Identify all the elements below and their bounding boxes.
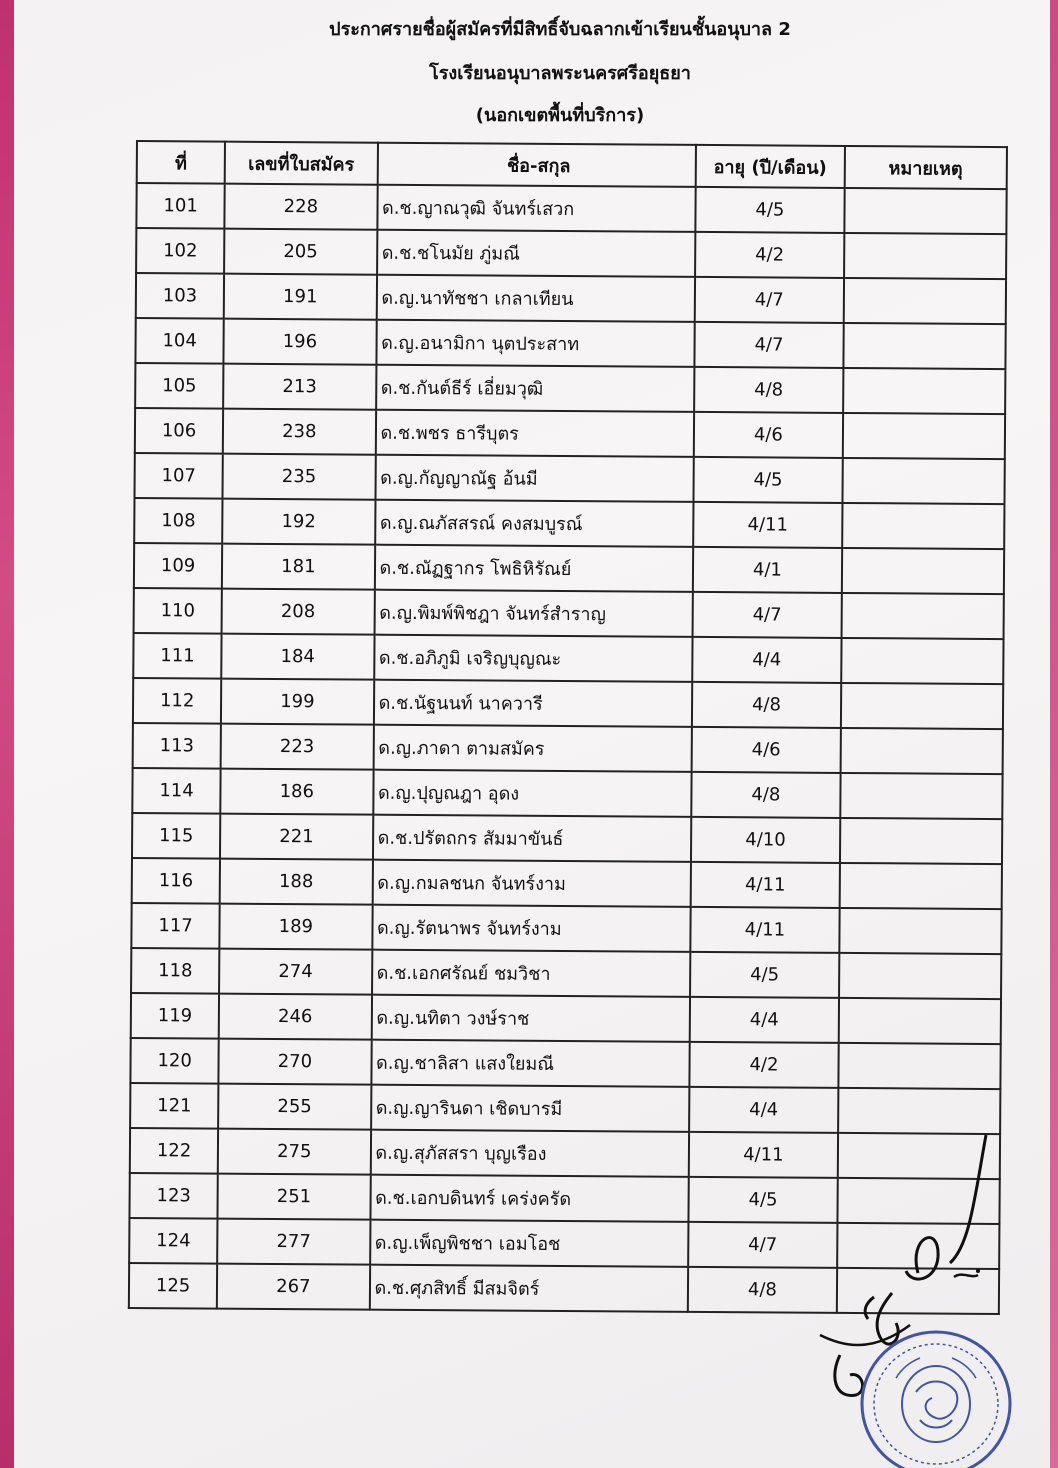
application-number: 270	[219, 1039, 372, 1085]
table-row	[132, 768, 1002, 819]
remarks-cell	[839, 953, 1002, 999]
remarks-cell	[840, 728, 1003, 774]
row-number: 102	[136, 228, 224, 274]
applicant-name: ด.ช.นัฐนนท์ นาควารี	[373, 680, 692, 727]
application-number: 238	[223, 409, 376, 455]
applicant-age: 4/6	[692, 727, 841, 773]
remarks-cell	[839, 863, 1002, 909]
applicant-name: ด.ญ.เพ็ญพิชชา เอมโอช	[370, 1220, 689, 1267]
remarks-cell	[842, 458, 1005, 504]
table-header-row	[137, 141, 1007, 189]
row-number: 114	[132, 768, 220, 814]
application-number: 186	[220, 769, 373, 815]
row-number: 120	[130, 1038, 218, 1084]
row-number: 108	[134, 498, 222, 544]
remarks-cell	[844, 233, 1007, 279]
zone-subtitle: (นอกเขตพื้นที่บริการ)	[475, 105, 645, 126]
background-edge-left	[0, 0, 14, 1468]
application-number: 213	[223, 364, 376, 410]
row-number: 115	[132, 813, 220, 859]
school-seal	[836, 1318, 1016, 1468]
applicant-age: 4/11	[691, 907, 840, 953]
applicant-name: ด.ญ.นทิตา วงษ์ราช	[371, 995, 690, 1042]
application-number: 223	[221, 724, 374, 770]
applicant-name: ด.ช.ณัฏฐากร โพธิหิรัณย์	[374, 545, 693, 592]
row-number: 107	[135, 453, 223, 499]
row-number: 109	[134, 543, 222, 589]
header-age: อายุ (ปี/เดือน)	[696, 145, 845, 188]
table-row	[136, 183, 1006, 234]
applicant-age: 4/7	[693, 592, 842, 638]
application-number: 189	[220, 904, 373, 950]
application-number: 192	[222, 499, 375, 545]
applicant-name: ด.ญ.กัญญาณัฐ อ้นมี	[375, 455, 694, 502]
background-edge-right	[1050, 0, 1058, 1468]
header-number: ที่	[137, 141, 225, 184]
applicant-age: 4/5	[690, 952, 839, 998]
row-number: 118	[131, 948, 219, 994]
table-row	[135, 408, 1005, 459]
applicant-age: 4/11	[689, 1132, 838, 1178]
remarks-cell	[843, 278, 1006, 324]
table-row	[131, 993, 1001, 1044]
remarks-cell	[838, 1043, 1001, 1089]
applicant-name: ด.ญ.ภาดา ตามสมัคร	[373, 725, 692, 772]
applicant-age: 4/7	[695, 277, 844, 323]
row-number: 112	[133, 678, 221, 724]
table-row	[134, 588, 1004, 639]
header-application-number: เลขที่ใบสมัคร	[225, 142, 378, 185]
application-number: 251	[218, 1174, 371, 1220]
school-name: โรงเรียนอนุบาลพระนครศรีอยุธยา	[429, 63, 691, 84]
applicant-name: ด.ช.ปรัตถกร สัมมาขันธ์	[373, 815, 692, 862]
applicant-name: ด.ช.ชโนมัย ภู่มณี	[377, 230, 696, 277]
application-number: 221	[220, 814, 373, 860]
row-number: 113	[133, 723, 221, 769]
remarks-cell	[840, 818, 1003, 864]
row-number: 124	[129, 1218, 217, 1264]
remarks-cell	[839, 908, 1002, 954]
table-row	[133, 678, 1003, 729]
table-row	[130, 1038, 1000, 1089]
row-number: 117	[131, 903, 219, 949]
row-number: 122	[130, 1128, 218, 1174]
application-number: 235	[223, 454, 376, 500]
applicant-name: ด.ช.ญาณวุฒิ จันทร์เสวก	[377, 185, 696, 232]
applicant-name: ด.ช.กันต์ธีร์ เอี่ยมวุฒิ	[376, 365, 695, 412]
application-number: 274	[219, 949, 372, 995]
remarks-cell	[841, 638, 1004, 684]
applicant-age: 4/8	[692, 772, 841, 818]
table-row	[131, 903, 1001, 954]
remarks-cell	[842, 413, 1005, 459]
applicant-age: 4/8	[692, 682, 841, 728]
applicant-age: 4/8	[694, 367, 843, 413]
application-number: 184	[221, 634, 374, 680]
applicant-age: 4/4	[689, 1087, 838, 1133]
application-number: 208	[222, 589, 375, 635]
row-number: 111	[133, 633, 221, 679]
applicant-age: 4/4	[692, 637, 841, 683]
applicant-age: 4/7	[695, 322, 844, 368]
row-number: 106	[135, 408, 223, 454]
applicant-name: ด.ญ.พิมพ์พิชฎา จันทร์สำราญ	[374, 590, 693, 637]
application-number: 196	[224, 319, 377, 365]
applicant-name: ด.ญ.ณภัสสรณ์ คงสมบูรณ์	[375, 500, 694, 547]
applicant-age: 4/11	[693, 502, 842, 548]
announcement-title: ประกาศรายชื่อผู้สมัครที่มีสิทธิ์จับฉลากเข้าเรียนชั้นอนุบาล 2	[329, 19, 791, 40]
remarks-cell	[838, 998, 1001, 1044]
row-number: 110	[134, 588, 222, 634]
applicant-age: 4/5	[696, 187, 845, 233]
applicant-name: ด.ช.เอกศรัณย์ ชมวิชา	[372, 950, 691, 997]
applicant-name: ด.ญ.กมลชนก จันทร์งาม	[372, 860, 691, 907]
application-number: 191	[224, 274, 377, 320]
row-number: 121	[130, 1083, 218, 1129]
applicant-age: 4/2	[695, 232, 844, 278]
table-row	[135, 318, 1005, 369]
application-number: 255	[218, 1084, 371, 1130]
application-number: 246	[219, 994, 372, 1040]
remarks-cell	[843, 323, 1006, 369]
remarks-cell	[844, 188, 1007, 234]
table-row	[136, 228, 1006, 279]
applicant-name: ด.ช.พชร ธารีบุตร	[375, 410, 694, 457]
applicant-age: 4/5	[689, 1177, 838, 1223]
row-number: 103	[136, 273, 224, 319]
applicant-name: ด.ญ.นาทัชชา เกลาเทียน	[376, 275, 695, 322]
row-number: 119	[131, 993, 219, 1039]
application-number: 181	[222, 544, 375, 590]
applicant-age: 4/6	[694, 412, 843, 458]
table-row	[131, 948, 1001, 999]
table-row	[134, 498, 1004, 549]
table-row	[132, 813, 1002, 864]
applicant-name: ด.ญ.ชาลิสา แสงใยมณี	[371, 1040, 690, 1087]
applicant-name: ด.ช.ศุภสิทธิ์ มีสมจิตร์	[369, 1265, 688, 1312]
table-row	[136, 273, 1006, 324]
applicant-name: ด.ญ.อนามิกา นุตประสาท	[376, 320, 695, 367]
remarks-cell	[841, 593, 1004, 639]
row-number: 105	[135, 363, 223, 409]
applicant-name: ด.ช.เอกบดินทร์ เคร่งครัด	[370, 1175, 689, 1222]
row-number: 125	[129, 1263, 217, 1309]
table-row	[135, 453, 1005, 504]
applicant-age: 4/2	[690, 1042, 839, 1088]
table-row	[135, 363, 1005, 414]
table-row	[133, 633, 1003, 684]
applicant-name: ด.ญ.ปุญณฎา อุดง	[373, 770, 692, 817]
application-number: 277	[217, 1219, 370, 1265]
applicant-age: 4/10	[691, 817, 840, 863]
header-full-name: ชื่อ-สกุล	[377, 143, 696, 187]
applicant-name: ด.ญ.รัตนาพร จันทร์งาม	[372, 905, 691, 952]
row-number: 104	[135, 318, 223, 364]
application-number: 188	[220, 859, 373, 905]
header-remarks: หมายเหตุ	[844, 146, 1007, 189]
remarks-cell	[840, 683, 1003, 729]
applicant-age: 4/1	[693, 547, 842, 593]
row-number: 123	[129, 1173, 217, 1219]
application-number: 275	[218, 1129, 371, 1175]
applicant-age: 4/8	[688, 1267, 837, 1313]
table-row	[133, 723, 1003, 774]
applicant-age: 4/5	[694, 457, 843, 503]
applicant-name: ด.ญ.ญารินดา เชิดบารมี	[371, 1085, 690, 1132]
applicant-age: 4/11	[691, 862, 840, 908]
remarks-cell	[842, 503, 1005, 549]
application-number: 267	[217, 1264, 370, 1310]
remarks-cell	[840, 773, 1003, 819]
remarks-cell	[843, 368, 1006, 414]
applicant-name: ด.ญ.สุภัสสรา บุญเรือง	[370, 1130, 689, 1177]
table-row	[132, 858, 1002, 909]
application-number: 199	[221, 679, 374, 725]
application-number: 205	[224, 229, 377, 275]
row-number: 101	[136, 183, 224, 229]
applicant-age: 4/7	[688, 1222, 837, 1268]
remarks-cell	[841, 548, 1004, 594]
row-number: 116	[132, 858, 220, 904]
application-number: 228	[225, 184, 378, 230]
table-row	[134, 543, 1004, 594]
applicant-name: ด.ช.อภิภูมิ เจริญบุญณะ	[374, 635, 693, 682]
applicant-age: 4/4	[690, 997, 839, 1043]
